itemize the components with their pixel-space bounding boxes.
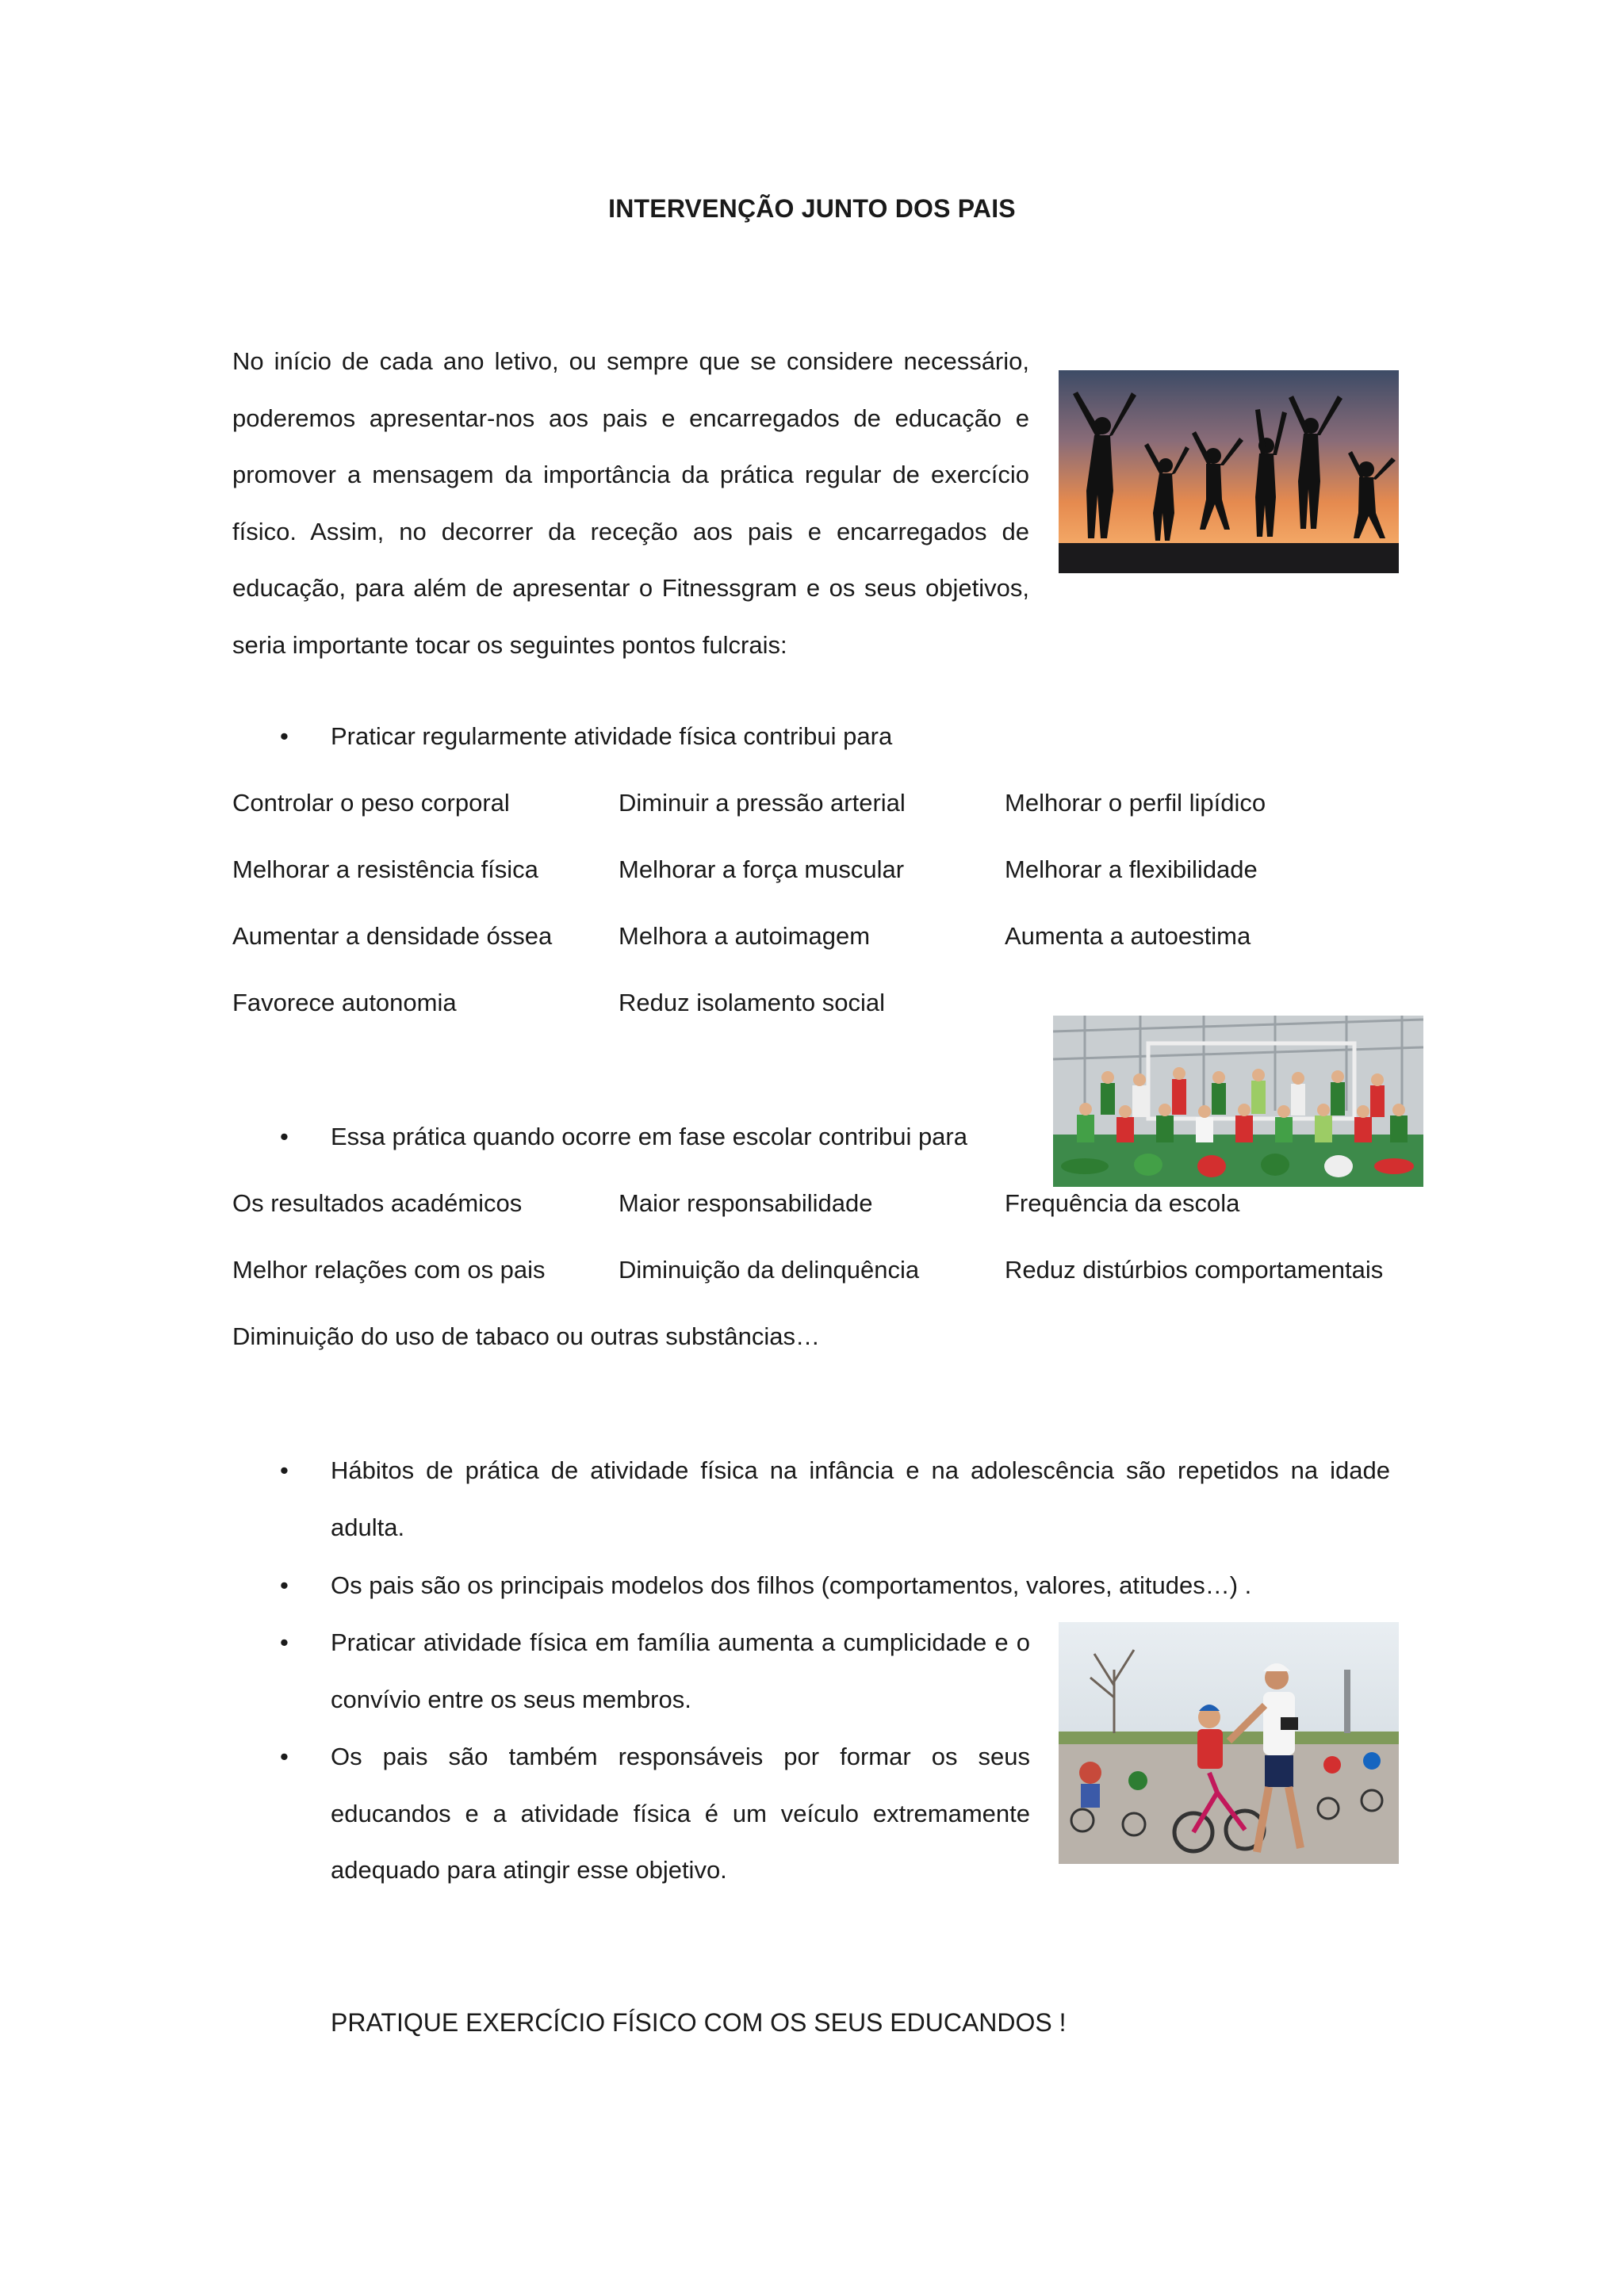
benefit-item: Os resultados académicos <box>232 1189 523 1217</box>
bullet-text: Hábitos de prática de atividade física na infância e na adolescência são repetidos na idade adulta. <box>331 1456 1390 1541</box>
benefit-item: Melhorar a força muscular <box>619 855 905 883</box>
benefit-item: Melhora a autoimagem <box>619 922 871 950</box>
benefit-item: Frequência da escola <box>1005 1189 1240 1217</box>
school-benefits-grid <box>232 1188 1469 1321</box>
bullet-text: Praticar atividade física em família aumenta a cumplicidade e o convívio entre os seus membros. <box>331 1628 1030 1713</box>
bullet-dot: • <box>280 1456 289 1484</box>
bullet-dot: • <box>280 1743 289 1770</box>
sunset-jumping-family-photo <box>1059 370 1399 573</box>
benefit-item: Melhor relações com os pais <box>232 1256 546 1284</box>
section1-heading: Praticar regularmente atividade física contribui para <box>331 722 893 750</box>
bullet-text: Os pais são também responsáveis por formar os seus educandos e a atividade física é um veículo extremamente adequado para atingir esse objetivo. <box>331 1743 1030 1884</box>
bullet-dot: • <box>280 722 289 750</box>
family-cycling-photo <box>1059 1622 1399 1864</box>
closing-call-to-action: PRATIQUE EXERCÍCIO FÍSICO COM OS SEUS EDUCANDOS ! <box>331 2008 1067 2037</box>
page-title: INTERVENÇÃO JUNTO DOS PAIS <box>608 194 1016 223</box>
benefit-item: Controlar o peso corporal <box>232 789 510 817</box>
benefit-item: Melhorar o perfil lipídico <box>1005 789 1266 817</box>
benefit-item: Favorece autonomia <box>232 989 457 1016</box>
benefit-item: Melhorar a flexibilidade <box>1005 855 1258 883</box>
intro-paragraph: No início de cada ano letivo, ou sempre que se considere necessário, poderemos apresentar-nos aos pais e encarregados de educação e promover a mensagem da importância da prática regular de exercício físico. Assim, no decorrer da receção aos pais e encarregados de educação, para além de apresentar o Fitnessgram e os seus objetivos, seria importante tocar os seguintes pontos fulcrais: <box>232 347 1029 659</box>
benefit-item: Maior responsabilidade <box>619 1189 873 1217</box>
section2-heading: Essa prática quando ocorre em fase escolar contribui para <box>331 1123 967 1150</box>
school-benefits-extra: Diminuição do uso de tabaco ou outras substâncias… <box>232 1322 820 1350</box>
sports-team-group-photo <box>1053 1016 1423 1187</box>
benefit-item: Reduz isolamento social <box>619 989 886 1016</box>
bullet-dot: • <box>280 1123 289 1150</box>
benefit-item: Aumenta a autoestima <box>1005 922 1251 950</box>
bullet-text: Os pais são os principais modelos dos filhos (comportamentos, valores, atitudes…) . <box>331 1571 1252 1599</box>
benefit-item: Diminuição da delinquência <box>619 1256 920 1284</box>
benefit-item: Melhorar a resistência física <box>232 855 538 883</box>
bullet-dot: • <box>280 1628 289 1656</box>
benefit-item: Diminuir a pressão arterial <box>619 789 906 817</box>
bullet-dot: • <box>280 1571 289 1599</box>
benefit-item: Reduz distúrbios comportamentais <box>1005 1256 1384 1284</box>
benefit-item: Aumentar a densidade óssea <box>232 922 553 950</box>
benefits-grid <box>232 787 1469 1054</box>
